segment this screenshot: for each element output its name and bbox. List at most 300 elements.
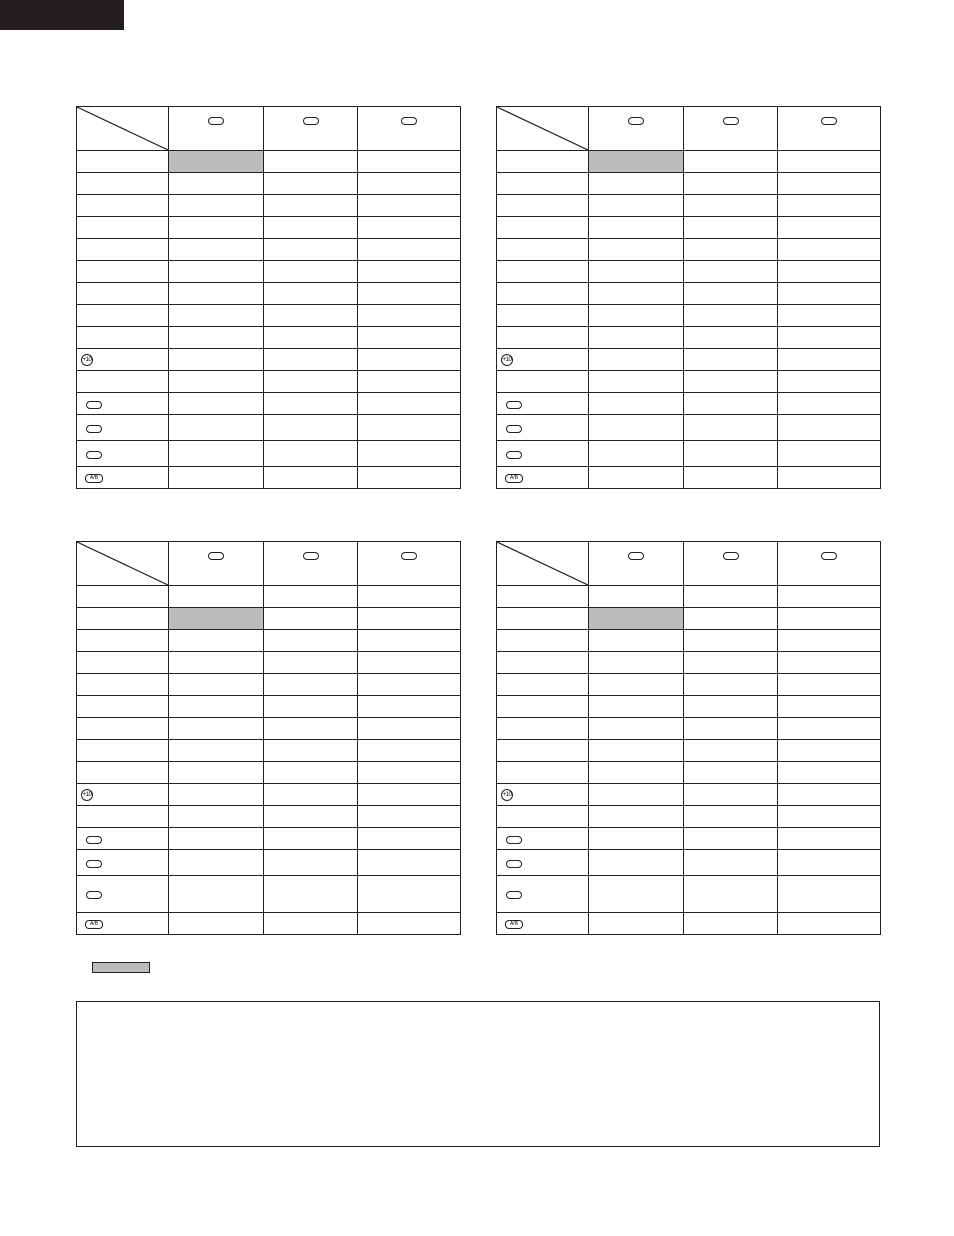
table-top-right — [496, 106, 880, 489]
row-label-cell — [77, 393, 169, 415]
table-row — [497, 305, 881, 327]
row-label-cell — [77, 718, 169, 740]
setting-cell — [264, 828, 358, 850]
table-row — [77, 239, 461, 261]
table-row — [497, 784, 881, 806]
setting-cell — [264, 630, 358, 652]
setting-cell — [169, 913, 264, 935]
setting-cell — [264, 850, 358, 876]
setting-cell — [589, 349, 684, 371]
setting-cell — [358, 151, 461, 173]
setting-cell — [589, 762, 684, 784]
column-header-1 — [169, 107, 264, 151]
setting-cell — [358, 630, 461, 652]
table-row — [77, 586, 461, 608]
row-label-cell — [77, 608, 169, 630]
setting-cell — [589, 371, 684, 393]
setting-cell — [169, 696, 264, 718]
table-row — [497, 261, 881, 283]
setting-cell — [778, 913, 881, 935]
row-label-cell — [77, 305, 169, 327]
diagonal-header-cell — [497, 107, 589, 151]
setting-cell — [684, 586, 778, 608]
setting-cell — [169, 850, 264, 876]
setting-cell — [169, 740, 264, 762]
row-label-cell — [77, 151, 169, 173]
setting-cell — [778, 630, 881, 652]
row-label-cell — [497, 828, 589, 850]
table-row — [497, 586, 881, 608]
table-row — [77, 217, 461, 239]
setting-cell — [589, 806, 684, 828]
setting-cell — [589, 261, 684, 283]
setting-cell — [684, 195, 778, 217]
setting-cell — [358, 696, 461, 718]
table-row — [77, 151, 461, 173]
setting-cell — [589, 850, 684, 876]
setting-cell — [358, 913, 461, 935]
row-label-cell — [77, 586, 169, 608]
setting-cell — [684, 283, 778, 305]
setting-cell — [358, 393, 461, 415]
table-row — [77, 415, 461, 441]
setting-cell — [264, 740, 358, 762]
diagonal-header-cell — [497, 542, 589, 586]
row-label-cell — [77, 674, 169, 696]
row-label-cell — [77, 806, 169, 828]
setting-cell — [358, 784, 461, 806]
table-row — [497, 652, 881, 674]
row-label-cell — [497, 393, 589, 415]
setting-cell — [358, 239, 461, 261]
table-row — [497, 876, 881, 913]
setting-cell — [264, 467, 358, 489]
setting-cell — [169, 151, 264, 173]
setting-cell — [778, 349, 881, 371]
row-label-cell — [497, 415, 589, 441]
oval-button-icon — [401, 552, 417, 560]
setting-cell — [684, 674, 778, 696]
table-bottom-left — [76, 541, 460, 935]
table-row — [497, 441, 881, 467]
column-header-2 — [264, 542, 358, 586]
setting-cell — [684, 608, 778, 630]
table-row — [497, 349, 881, 371]
setting-cell — [778, 718, 881, 740]
setting-cell — [264, 305, 358, 327]
row-label-cell — [497, 239, 589, 261]
setting-cell — [169, 718, 264, 740]
setting-cell — [778, 151, 881, 173]
oval-button-icon — [86, 425, 102, 433]
setting-cell — [684, 441, 778, 467]
setting-cell — [264, 261, 358, 283]
setting-cell — [589, 283, 684, 305]
setting-cell — [358, 305, 461, 327]
setting-cell — [169, 630, 264, 652]
setting-cell — [684, 349, 778, 371]
setting-cell — [264, 762, 358, 784]
setting-cell — [169, 173, 264, 195]
oval-button-icon — [628, 552, 644, 560]
table-row — [497, 239, 881, 261]
note-box — [76, 1001, 880, 1147]
table-row — [77, 630, 461, 652]
setting-cell — [684, 806, 778, 828]
plus-ten-icon: +10 — [501, 354, 513, 366]
setting-cell — [169, 371, 264, 393]
setting-cell — [169, 305, 264, 327]
row-label-cell — [497, 349, 589, 371]
setting-cell — [684, 784, 778, 806]
row-label-cell — [77, 740, 169, 762]
setting-cell — [264, 415, 358, 441]
setting-cell — [358, 806, 461, 828]
setting-cell — [778, 586, 881, 608]
setting-cell — [358, 217, 461, 239]
oval-button-icon — [506, 451, 522, 459]
oval-button-icon — [86, 451, 102, 459]
setting-cell — [264, 371, 358, 393]
oval-button-icon — [506, 401, 522, 409]
setting-cell — [358, 173, 461, 195]
setting-cell — [358, 718, 461, 740]
setting-cell — [358, 608, 461, 630]
setting-cell — [169, 876, 264, 913]
setting-cell — [169, 608, 264, 630]
setting-cell — [684, 239, 778, 261]
setting-cell — [264, 608, 358, 630]
setting-cell — [589, 913, 684, 935]
setting-cell — [684, 415, 778, 441]
row-label-cell — [77, 261, 169, 283]
setting-cell — [264, 876, 358, 913]
setting-cell — [684, 850, 778, 876]
row-label-cell — [497, 784, 589, 806]
table-row — [77, 806, 461, 828]
setting-cell — [589, 608, 684, 630]
row-label-cell — [497, 696, 589, 718]
setting-cell — [778, 674, 881, 696]
row-label-cell — [497, 652, 589, 674]
setting-cell — [684, 173, 778, 195]
setting-cell — [778, 261, 881, 283]
setting-cell — [589, 630, 684, 652]
row-label-cell — [77, 441, 169, 467]
table-row — [77, 327, 461, 349]
setting-cell — [778, 393, 881, 415]
table-top-left — [76, 106, 460, 489]
setting-cell — [778, 467, 881, 489]
setting-cell — [264, 283, 358, 305]
setting-cell — [684, 327, 778, 349]
table-row — [77, 828, 461, 850]
table-row — [497, 327, 881, 349]
setting-cell — [684, 261, 778, 283]
oval-button-icon — [208, 552, 224, 560]
setting-cell — [778, 283, 881, 305]
setting-cell — [169, 283, 264, 305]
row-label-cell — [497, 195, 589, 217]
ab-button-icon: A/B — [505, 920, 523, 929]
setting-cell — [778, 441, 881, 467]
setting-cell — [358, 261, 461, 283]
row-label-cell — [497, 327, 589, 349]
setting-cell — [589, 305, 684, 327]
column-header-3 — [778, 107, 881, 151]
table-top-left-grid — [76, 106, 461, 489]
table-row — [497, 195, 881, 217]
row-label-cell — [77, 467, 169, 489]
row-label-cell — [497, 467, 589, 489]
setting-cell — [778, 327, 881, 349]
table-row — [497, 151, 881, 173]
setting-cell — [169, 261, 264, 283]
row-label-cell — [497, 876, 589, 913]
setting-cell — [778, 740, 881, 762]
setting-cell — [589, 740, 684, 762]
row-label-cell — [497, 674, 589, 696]
setting-cell — [589, 327, 684, 349]
table-row — [497, 371, 881, 393]
setting-cell — [169, 217, 264, 239]
row-label-cell — [77, 784, 169, 806]
row-label-cell — [497, 151, 589, 173]
setting-cell — [358, 467, 461, 489]
table-row — [77, 652, 461, 674]
setting-cell — [684, 652, 778, 674]
setting-cell — [778, 608, 881, 630]
table-row — [497, 630, 881, 652]
oval-button-icon — [821, 552, 837, 560]
row-label-cell — [497, 173, 589, 195]
setting-cell — [358, 415, 461, 441]
setting-cell — [589, 586, 684, 608]
setting-cell — [358, 349, 461, 371]
setting-cell — [169, 393, 264, 415]
setting-cell — [778, 415, 881, 441]
setting-cell — [264, 806, 358, 828]
oval-button-icon — [303, 117, 319, 125]
setting-cell — [589, 151, 684, 173]
table-row — [77, 784, 461, 806]
setting-cell — [169, 441, 264, 467]
setting-cell — [358, 762, 461, 784]
setting-cell — [169, 415, 264, 441]
table-row — [497, 467, 881, 489]
row-label-cell — [77, 630, 169, 652]
table-row — [77, 283, 461, 305]
ab-button-icon: A/B — [85, 920, 103, 929]
oval-button-icon — [86, 860, 102, 868]
setting-cell — [358, 441, 461, 467]
setting-cell — [684, 217, 778, 239]
row-label-cell — [77, 283, 169, 305]
setting-cell — [778, 239, 881, 261]
setting-cell — [589, 467, 684, 489]
row-label-cell — [497, 718, 589, 740]
setting-cell — [169, 586, 264, 608]
setting-cell — [358, 876, 461, 913]
legend-shaded-swatch — [92, 962, 150, 973]
table-row — [497, 718, 881, 740]
row-label-cell — [77, 239, 169, 261]
row-label-cell — [77, 217, 169, 239]
table-row — [77, 195, 461, 217]
setting-cell — [778, 876, 881, 913]
row-label-cell — [497, 261, 589, 283]
plus-ten-icon: +10 — [501, 789, 513, 801]
row-label-cell — [77, 327, 169, 349]
column-header-2 — [264, 107, 358, 151]
table-row — [77, 371, 461, 393]
table-bottom-right-grid — [496, 541, 881, 935]
setting-cell — [778, 696, 881, 718]
setting-cell — [778, 652, 881, 674]
setting-cell — [264, 913, 358, 935]
setting-cell — [264, 393, 358, 415]
table-row — [497, 415, 881, 441]
row-label-cell — [497, 283, 589, 305]
oval-button-icon — [506, 836, 522, 844]
row-label-cell — [497, 441, 589, 467]
setting-cell — [778, 828, 881, 850]
table-row — [77, 261, 461, 283]
setting-cell — [169, 762, 264, 784]
table-row — [497, 674, 881, 696]
row-label-cell — [497, 586, 589, 608]
setting-cell — [169, 784, 264, 806]
table-row — [497, 740, 881, 762]
setting-cell — [264, 652, 358, 674]
setting-cell — [358, 371, 461, 393]
setting-cell — [778, 195, 881, 217]
page-corner-tab — [0, 0, 124, 30]
row-label-cell — [77, 876, 169, 913]
ab-button-icon: A/B — [505, 474, 523, 483]
row-label-cell — [497, 850, 589, 876]
row-label-cell — [497, 630, 589, 652]
oval-button-icon — [86, 836, 102, 844]
column-header-3 — [358, 542, 461, 586]
oval-button-icon — [506, 425, 522, 433]
column-header-3 — [358, 107, 461, 151]
setting-cell — [684, 151, 778, 173]
setting-cell — [589, 652, 684, 674]
setting-cell — [589, 239, 684, 261]
setting-cell — [778, 784, 881, 806]
oval-button-icon — [506, 891, 522, 899]
ab-button-icon: A/B — [85, 474, 103, 483]
setting-cell — [778, 173, 881, 195]
table-row — [497, 828, 881, 850]
column-header-1 — [589, 107, 684, 151]
row-label-cell — [77, 762, 169, 784]
table-row — [77, 674, 461, 696]
table-row — [497, 850, 881, 876]
setting-cell — [684, 762, 778, 784]
oval-button-icon — [208, 117, 224, 125]
table-row — [77, 876, 461, 913]
table-row — [497, 283, 881, 305]
setting-cell — [589, 217, 684, 239]
setting-cell — [684, 467, 778, 489]
setting-cell — [264, 586, 358, 608]
row-label-cell — [77, 913, 169, 935]
row-label-cell — [497, 608, 589, 630]
setting-cell — [589, 441, 684, 467]
row-label-cell — [77, 652, 169, 674]
oval-button-icon — [821, 117, 837, 125]
setting-cell — [589, 393, 684, 415]
row-label-cell — [77, 696, 169, 718]
setting-cell — [169, 349, 264, 371]
setting-cell — [169, 239, 264, 261]
row-label-cell — [497, 806, 589, 828]
setting-cell — [264, 239, 358, 261]
setting-cell — [589, 415, 684, 441]
table-row — [77, 696, 461, 718]
row-label-cell — [77, 828, 169, 850]
table-row — [77, 913, 461, 935]
setting-cell — [264, 327, 358, 349]
oval-button-icon — [506, 860, 522, 868]
setting-cell — [684, 371, 778, 393]
table-row — [497, 696, 881, 718]
setting-cell — [358, 327, 461, 349]
setting-cell — [264, 784, 358, 806]
setting-cell — [264, 151, 358, 173]
setting-cell — [684, 696, 778, 718]
row-label-cell — [77, 173, 169, 195]
setting-cell — [589, 195, 684, 217]
setting-cell — [778, 217, 881, 239]
setting-cell — [169, 327, 264, 349]
table-row — [77, 393, 461, 415]
row-label-cell — [497, 913, 589, 935]
oval-button-icon — [723, 117, 739, 125]
setting-cell — [264, 696, 358, 718]
row-label-cell — [77, 415, 169, 441]
table-row — [77, 305, 461, 327]
setting-cell — [264, 674, 358, 696]
setting-cell — [684, 828, 778, 850]
setting-cell — [264, 441, 358, 467]
table-bottom-left-grid — [76, 541, 461, 935]
setting-cell — [778, 305, 881, 327]
setting-cell — [169, 467, 264, 489]
oval-button-icon — [628, 117, 644, 125]
setting-cell — [169, 195, 264, 217]
table-row — [497, 806, 881, 828]
setting-cell — [684, 740, 778, 762]
column-header-1 — [169, 542, 264, 586]
setting-cell — [169, 828, 264, 850]
setting-cell — [264, 217, 358, 239]
table-row — [77, 349, 461, 371]
table-row — [77, 173, 461, 195]
table-row — [77, 467, 461, 489]
setting-cell — [358, 674, 461, 696]
setting-cell — [684, 393, 778, 415]
row-label-cell — [497, 371, 589, 393]
column-header-1 — [589, 542, 684, 586]
setting-cell — [358, 850, 461, 876]
row-label-cell — [497, 217, 589, 239]
column-header-3 — [778, 542, 881, 586]
setting-cell — [589, 784, 684, 806]
table-bottom-right — [496, 541, 880, 935]
